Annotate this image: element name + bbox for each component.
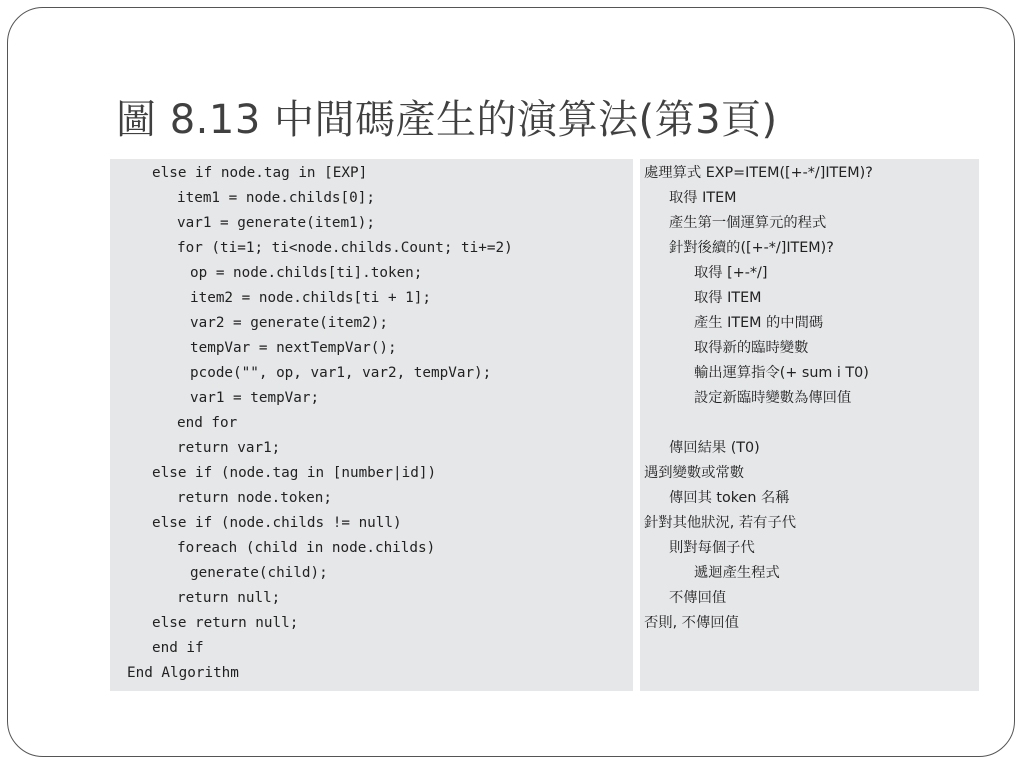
desc-line: 不傳回值: [669, 590, 727, 606]
desc-line: 處理算式 EXP=ITEM([+-*/]ITEM)?: [644, 165, 873, 181]
desc-line: 傳回結果 (T0): [669, 440, 760, 456]
desc-line: 設定新臨時變數為傳回值: [694, 390, 852, 406]
code-line: tempVar = nextTempVar();: [190, 340, 397, 356]
code-line: var2 = generate(item2);: [190, 315, 388, 331]
desc-line: 輸出運算指令(+ sum i T0): [694, 365, 869, 381]
code-line: foreach (child in node.childs): [177, 540, 436, 556]
code-line: end if: [152, 640, 204, 656]
desc-line: 取得 [+-*/]: [694, 265, 768, 281]
code-line: return var1;: [177, 440, 281, 456]
description-panel: [640, 159, 979, 691]
code-line: return node.token;: [177, 490, 332, 506]
code-line: End Algorithm: [127, 665, 239, 681]
code-line: var1 = generate(item1);: [177, 215, 375, 231]
desc-line: 針對其他狀況, 若有子代: [644, 515, 797, 531]
code-line: else return null;: [152, 615, 299, 631]
desc-line: 產生第一個運算元的程式: [669, 215, 827, 231]
code-line: return null;: [177, 590, 281, 606]
code-line: else if (node.childs != null): [152, 515, 402, 531]
desc-line: 取得 ITEM: [669, 190, 737, 206]
code-line: pcode("", op, var1, var2, tempVar);: [190, 365, 492, 381]
desc-line: 則對每個子代: [669, 540, 755, 556]
code-panel: [110, 159, 633, 691]
desc-line: 遇到變數或常數: [644, 465, 745, 481]
code-line: var1 = tempVar;: [190, 390, 320, 406]
code-line: item2 = node.childs[ti + 1];: [190, 290, 432, 306]
code-line: end for: [177, 415, 238, 431]
desc-line: 產生 ITEM 的中間碼: [694, 315, 824, 331]
desc-line: 傳回其 token 名稱: [669, 490, 790, 506]
slide-title: 圖 8.13 中間碼產生的演算法(第3頁): [116, 97, 778, 143]
desc-line: 遞迴產生程式: [694, 565, 780, 581]
desc-line: 取得 ITEM: [694, 290, 762, 306]
code-line: item1 = node.childs[0];: [177, 190, 375, 206]
code-line: for (ti=1; ti<node.childs.Count; ti+=2): [177, 240, 513, 256]
code-line: else if (node.tag in [number|id]): [152, 465, 437, 481]
desc-line: 針對後續的([+-*/]ITEM)?: [669, 240, 834, 256]
code-line: generate(child);: [190, 565, 328, 581]
code-line: op = node.childs[ti].token;: [190, 265, 423, 281]
desc-line: 取得新的臨時變數: [694, 340, 809, 356]
code-line: else if node.tag in [EXP]: [152, 165, 368, 181]
desc-line: 否則, 不傳回值: [644, 615, 739, 631]
